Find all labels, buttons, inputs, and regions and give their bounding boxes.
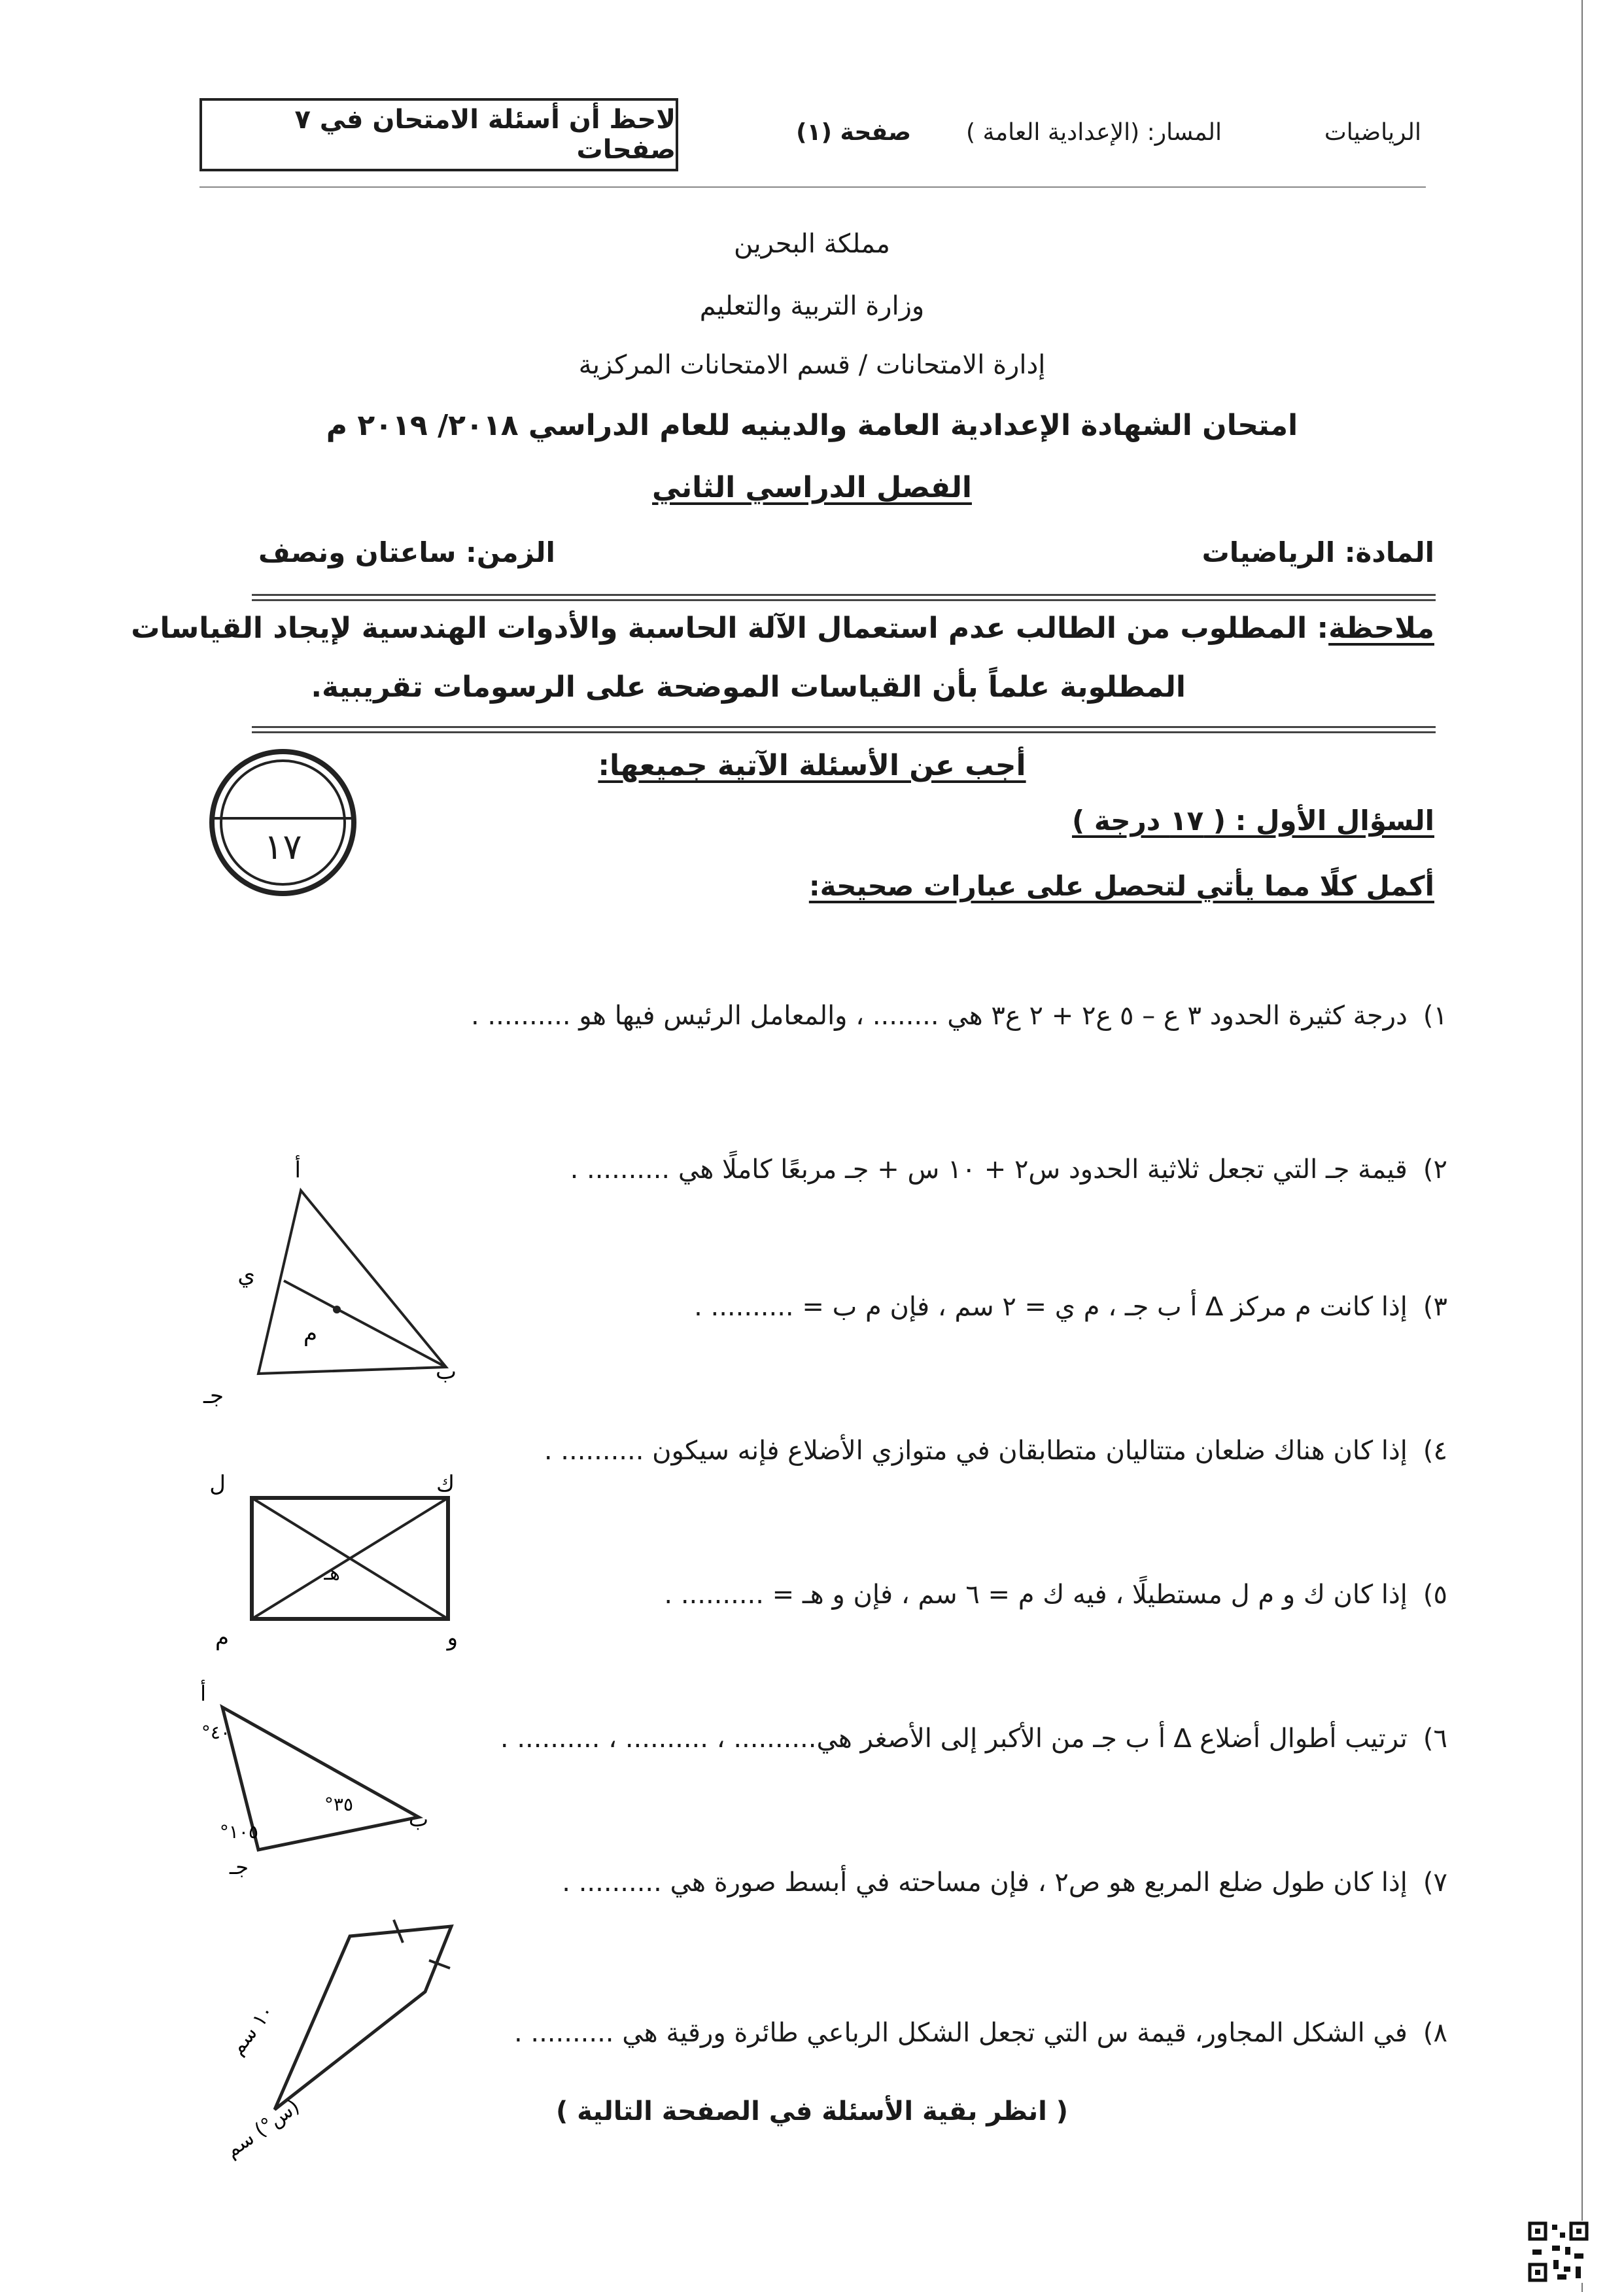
ministry-title: وزارة التربية والتعليم (699, 291, 925, 321)
centroid-point (333, 1306, 341, 1313)
department-title: إدارة الامتحانات / قسم الامتحانات المركزية (578, 350, 1046, 380)
semester-title: الفصل الدراسي الثاني (652, 471, 972, 504)
question-4-text: إذا كان هناك ضلعان متتاليان متطابقان في متوازي الأضلاع فإنه سيكون .......... . (544, 1436, 1408, 1466)
question-3-text: إذا كانت م مركز ∆ أ ب جـ ، م ي = ٢ سم ، فإن م ب = .......... . (694, 1292, 1408, 1322)
question-8 (514, 2018, 1447, 2048)
right-margin-line (1581, 0, 1583, 2292)
question-2 (570, 1155, 1447, 1185)
label-h: هـ (324, 1562, 340, 1585)
label-a: أ (294, 1157, 301, 1183)
question-6 (500, 1724, 1447, 1754)
quadrilateral (275, 1926, 451, 2110)
header-page: صفحة (١) (796, 119, 911, 146)
question-1 (471, 1001, 1447, 1031)
question-2-text: قيمة جـ التي تجعل ثلاثية الحدود س٢ + ١٠ س + جـ مربعًا كاملًا هي .......... . (570, 1155, 1408, 1185)
label-l: ل (209, 1471, 226, 1497)
continue-note: ( انظر بقية الأسئلة في الصفحة التالية ) (555, 2096, 1069, 2127)
score-circle (209, 749, 356, 896)
figure-rectangle (209, 1465, 494, 1652)
label-j: جـ (229, 1854, 249, 1879)
header-track: المسار: (الإعدادية العامة ) (966, 119, 1222, 146)
label-b: ب (435, 1359, 457, 1385)
question-5-text: إذا كان ك و م ل مستطيلًا ، فيه ك م = ٦ سم ، فإن و هـ = .......... . (664, 1580, 1408, 1610)
header-divider (199, 186, 1426, 188)
pages-note-box: لاحظ أن أسئلة الامتحان في ٧ صفحات (199, 98, 678, 171)
q1-title: السؤال الأول : ( ١٧ درجة ) (1072, 805, 1434, 837)
header-subject: الرياضيات (1324, 119, 1421, 146)
side-label-1: ١٠ سم (226, 2000, 279, 2060)
tick-right (429, 1960, 450, 1968)
question-7-number: ٧) (1423, 1867, 1447, 1898)
complete-instruction: أكمل كلًا مما يأتي لتحصل على عبارات صحيحة: (808, 870, 1434, 902)
question-4-number: ٤) (1423, 1436, 1447, 1466)
kingdom-title: مملكة البحرين (734, 229, 890, 259)
note-text-line1 (131, 612, 1434, 645)
question-2-number: ٢) (1423, 1155, 1447, 1185)
note-line2: المطلوبة علماً بأن القياسات الموضحة على الرسومات تقريبية. (311, 670, 1186, 704)
question-3-number: ٣) (1423, 1292, 1447, 1322)
note-label: ملاحظة (1328, 612, 1434, 645)
score-total: ١٧ (264, 826, 302, 867)
label-m: م (215, 1625, 229, 1651)
side-label-2: (س°) سم (221, 2094, 304, 2162)
exam-title: امتحان الشهادة الإعدادية العامة والدينيه للعام الدراسي ٢٠١٨/ ٢٠١٩ م (326, 409, 1298, 442)
note-top-divider (252, 594, 1436, 601)
angle-a: ٤٠° (201, 1722, 230, 1743)
question-1-text: درجة كثيرة الحدود ٣ ع – ٥ ع٢ + ٢ ع٣ هي ........ ، والمعامل الرئيس فيها هو .......... . (470, 1001, 1408, 1031)
label-b: ب (408, 1807, 428, 1832)
label-m: م (303, 1321, 317, 1347)
label-y: ي (237, 1262, 255, 1288)
note-bottom-divider (252, 726, 1436, 733)
note-line1: : المطلوب من الطالب عدم استعمال الآلة الحاسبة والأدوات الهندسية لإيجاد القياسات (131, 612, 1329, 645)
question-3 (694, 1292, 1447, 1322)
question-1-number: ١) (1423, 1001, 1447, 1031)
score-divider (215, 817, 351, 820)
qr-code (1527, 2221, 1589, 2283)
question-6-number: ٦) (1423, 1724, 1447, 1754)
question-8-number: ٨) (1423, 2018, 1447, 2048)
figure-triangle-angles (196, 1681, 471, 1877)
label-j: جـ (203, 1383, 224, 1409)
time-label: الزمن: ساعتان ونصف (258, 536, 555, 568)
question-7-text: إذا كان طول ضلع المربع هو ص٢ ، فإن مساحته في أبسط صورة هي .......... . (562, 1867, 1408, 1898)
figure-triangle-centroid (203, 1151, 497, 1413)
question-5-number: ٥) (1423, 1580, 1447, 1610)
answer-all-heading: أجب عن الأسئلة الآتية جميعها: (598, 749, 1026, 782)
label-a: أ (200, 1681, 206, 1706)
label-w: و (447, 1625, 458, 1651)
figure-kite (221, 1900, 484, 2162)
label-k: ك (436, 1471, 455, 1497)
angle-b: ٣٥° (324, 1794, 353, 1815)
question-8-text: في الشكل المجاور، قيمة س التي تجعل الشكل الرباعي طائرة ورقية هي .......... . (513, 2018, 1408, 2048)
angle-j: ١٠٥° (219, 1821, 258, 1843)
subject-label: المادة: الرياضيات (1201, 536, 1434, 568)
question-4 (544, 1436, 1447, 1466)
question-5 (664, 1580, 1447, 1610)
question-6-text: ترتيب أطوال أضلاع ∆ أ ب جـ من الأكبر إلى الأصغر هي.......... ، .......... ، .......... . (500, 1724, 1408, 1754)
question-7 (562, 1867, 1447, 1898)
